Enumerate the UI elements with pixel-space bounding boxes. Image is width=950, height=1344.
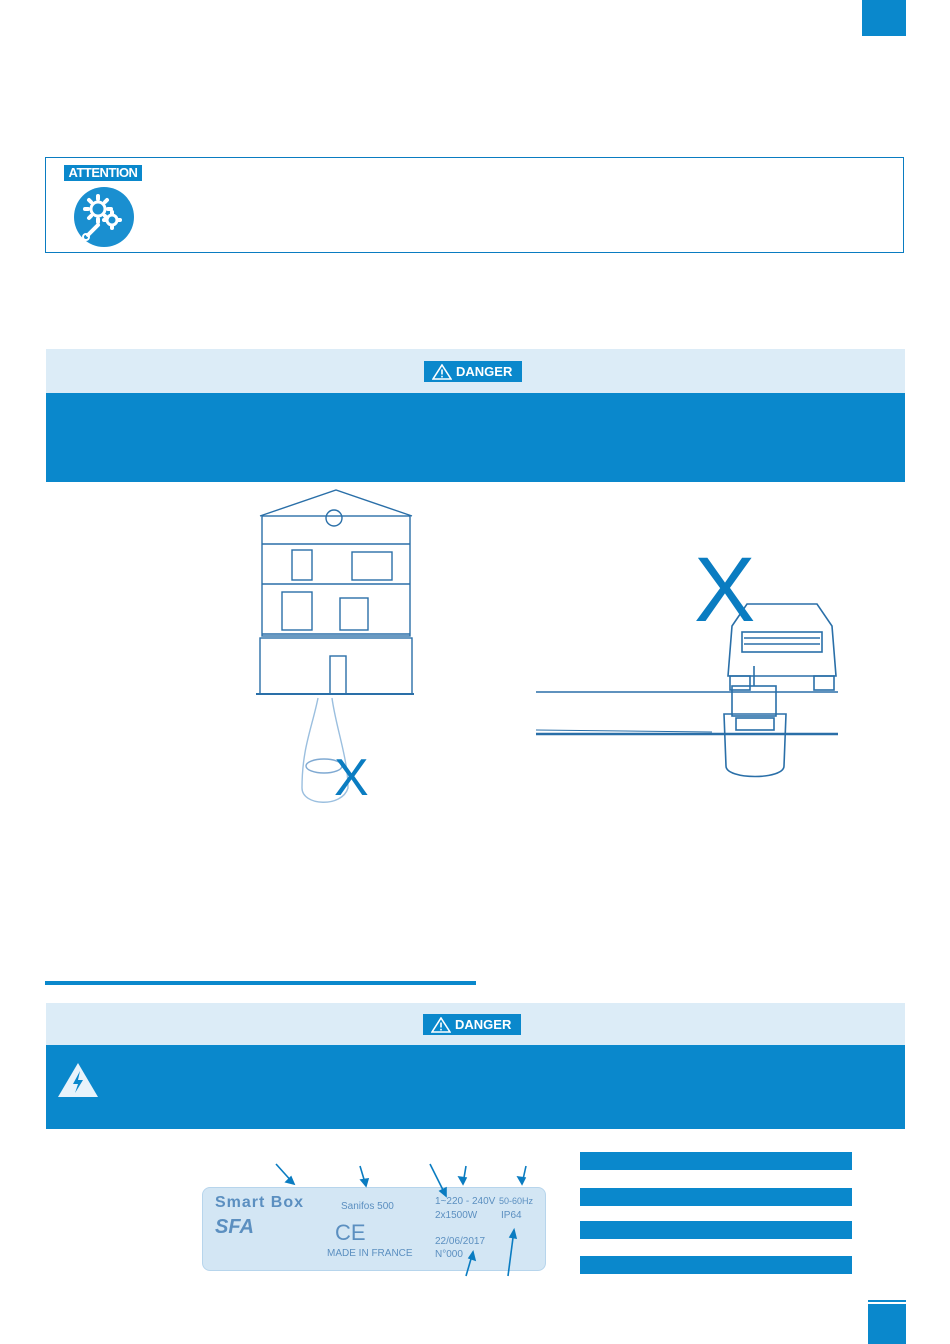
plate-power: 2x1500W — [435, 1210, 478, 1221]
attention-box — [45, 157, 904, 253]
plate-voltage: 1~220 - 240V — [435, 1196, 496, 1207]
danger-badge — [424, 361, 522, 382]
plate-frequency: 50-60Hz — [499, 1196, 534, 1206]
attention-badge: ATTENTION — [64, 165, 142, 181]
plate-ip: IP64 — [501, 1210, 522, 1221]
electric-hazard-icon — [56, 1061, 100, 1099]
danger-body — [46, 1045, 905, 1129]
danger-panel-1 — [46, 349, 905, 482]
info-bar-3 — [580, 1221, 852, 1239]
gears-wrench-icon — [74, 187, 134, 247]
plate-origin: MADE IN FRANCE — [327, 1248, 413, 1259]
info-bar-4 — [580, 1256, 852, 1274]
plate-date: 22/06/2017 — [435, 1236, 486, 1247]
plate-model: Sanifos 500 — [341, 1201, 394, 1212]
plate-callout-arrows — [260, 1160, 560, 1280]
danger-body — [46, 393, 905, 482]
left-x-mark: X — [334, 749, 369, 807]
page-tab-marker-bottom — [868, 1304, 906, 1344]
section-rule — [45, 981, 476, 985]
car-over-unit-illustration — [532, 596, 842, 786]
danger-badge-label: DANGER — [456, 364, 513, 379]
danger-badge-label: DANGER — [455, 1017, 512, 1032]
danger-header — [46, 349, 905, 393]
page-number-rule — [868, 1300, 906, 1302]
danger-panel-2 — [46, 1003, 905, 1129]
info-bar-1 — [580, 1152, 852, 1170]
right-x-mark: X — [694, 539, 756, 641]
warning-triangle-icon — [432, 364, 452, 380]
danger-badge — [423, 1014, 521, 1035]
info-bar-2 — [580, 1188, 852, 1206]
plate-serial: N°000 — [435, 1249, 463, 1260]
page-tab-marker-top — [862, 0, 906, 36]
plate-ce-mark: CE — [335, 1220, 366, 1245]
plate-maker-logo: SFA — [215, 1216, 254, 1238]
danger-header — [46, 1003, 905, 1045]
plate-brand-line: Smart Box — [215, 1194, 305, 1211]
warning-triangle-icon — [431, 1017, 451, 1033]
